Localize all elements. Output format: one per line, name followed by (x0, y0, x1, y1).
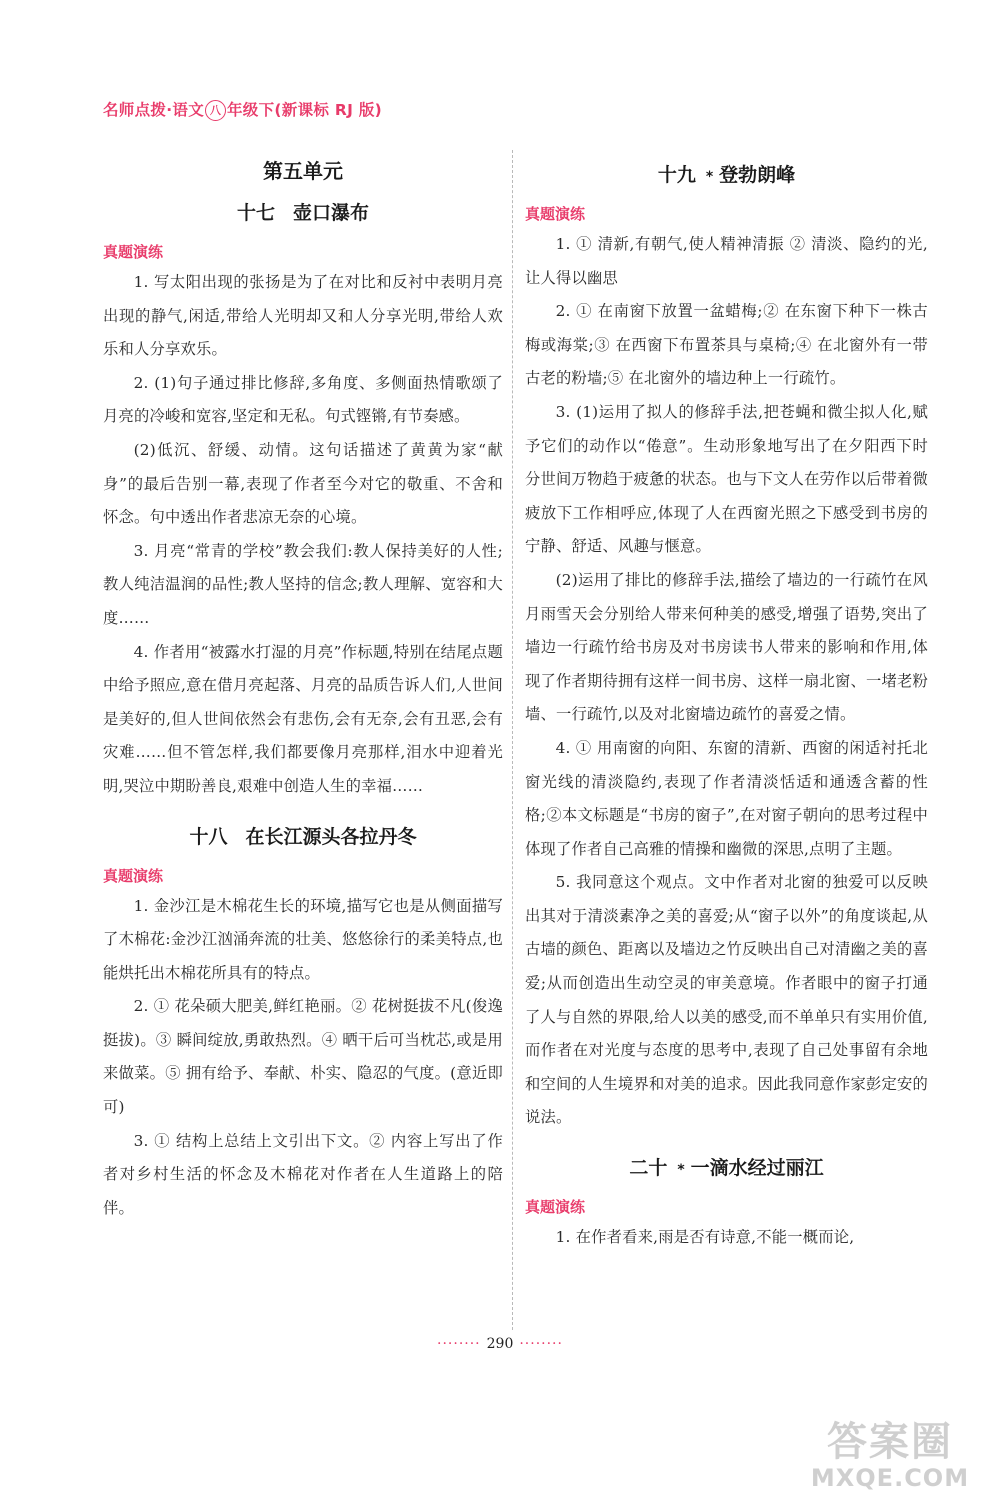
lesson-20-title (525, 1153, 928, 1180)
answer-paragraph: 3. (1)运用了拟人的修辞手法,把苍蝇和微尘拟人化,赋予它们的动作以“倦意”。生动形象地写出了在夕阳西下时分世间万物趋于疲惫的状态。也与下文人在劳作以后带着微疲放下工作相呼应,体现了人在西窗光照之下感受到书房的宁静、舒适、风趣与惬意。 (525, 402, 928, 556)
footer-dots-right: ········ (519, 1336, 563, 1352)
answer-paragraph: (2)运用了排比的修辞手法,描绘了墙边的一行疏竹在风月雨雪天会分别给人带来何种美的感受,增强了语势,突出了墙边一行疏竹给书房及对书房读书人带来的影响和作用,体现了作者期待拥有这样一间书房、这样一扇北窗、一堵老粉墙、一行疏竹,以及对北窗墙边疏竹的喜爱之情。 (525, 570, 928, 724)
footer-dots-left: ········ (437, 1336, 481, 1352)
watermark-logo: 答案圈 (827, 1419, 953, 1465)
grade-mark: 八 (205, 100, 226, 121)
lesson-18-name: 在长江源头各拉丹冬 (245, 825, 417, 848)
lesson-20-mark: * (677, 1162, 685, 1179)
watermark-url: MXQE.COM (810, 1464, 970, 1492)
lesson-18-number: 十八 (189, 825, 228, 848)
lesson-20-name: 一滴水经过丽江 (690, 1157, 824, 1180)
lesson-19-mark: * (705, 169, 714, 185)
lesson-19-number: 十九 (657, 164, 696, 186)
answer-paragraph: (2)低沉、舒缓、动情。这句话描述了黄黄为家“献身”的最后告别一幕,表现了作者至今对它的敬重、不舍和怀念。句中透出作者悲凉无奈的心境。 (103, 440, 503, 527)
answer-paragraph: 3. 月亮“常青的学校”教会我们:教人保持美好的人性;教人纯洁温润的品性;教人坚持的信念;教人理解、宽容和大度…… (103, 541, 503, 627)
watermark (790, 1420, 990, 1492)
lesson-19-title (525, 160, 928, 187)
right-column (525, 150, 928, 1255)
answer-paragraph: 3. ① 结构上总结上文引出下文。② 内容上写出了作者对乡村生活的怀念及木棉花对作者在人生道路上的陪伴。 (103, 1131, 503, 1217)
section-label: 真题演练 (103, 866, 164, 885)
answer-paragraph: 5. 我同意这个观点。文中作者对北窗的独爱可以反映出其对于清淡素净之美的喜爱;从“窗子以外”的角度谈起,从古墙的颜色、距离以及墙边之竹反映出自己对清幽之美的喜爱;从而创造出生动空灵的审美意境。作者眼中的窗子打通了人与自然的界限,给人以美的感受,而不单单只有实用价值,而作者在对光度与态度的思考中,表现了自己处事留有余地和空间的人生境界和对美的追求。因此我同意作家彭定安的说法。 (525, 873, 928, 1127)
answer-paragraph: 2. ① 在南窗下放置一盆蜡梅;② 在东窗下种下一株古梅或海棠;③ 在西窗下布置茶具与桌椅;④ 在北窗外有一带古老的粉墙;⑤ 在北窗外的墙边种上一行疏竹。 (525, 302, 928, 388)
answer-paragraph: 1. ① 清新,有朝气,使人精神清振 ② 清淡、隐约的光,让人得以幽思 (525, 235, 928, 287)
answer-paragraph: 2. ① 花朵硕大肥美,鲜红艳丽。② 花树挺拔不凡(俊逸挺拔)。③ 瞬间绽放,勇敢热烈。④ 晒干后可当枕芯,或是用来做菜。⑤ 拥有给予、奉献、朴实、隐忍的气度。(意近即可) (103, 997, 503, 1117)
lesson-19-name: 登勃朗峰 (719, 164, 796, 186)
lesson-17-name: 壶口瀑布 (293, 202, 370, 224)
lesson-17-number: 十七 (236, 202, 275, 224)
unit-title: 第五单元 (263, 159, 343, 183)
answer-paragraph: 4. 作者用“被露水打湿的月亮”作标题,特别在结尾点题中给予照应,意在借月亮起落、月亮的品质告诉人们,人世间是美好的,但人世间依然会有悲伤,会有无奈,会有丑恶,会有灾难……但不管怎样,我们都要像月亮那样,泪水中迎着光明,哭泣中期盼善良,艰难中创造人生的幸福…… (103, 642, 503, 795)
answer-paragraph: 2. (1)句子通过排比修辞,多角度、多侧面热情歌颂了月亮的冷峻和宽容,坚定和无私。句式铿锵,有节奏感。 (103, 373, 503, 426)
left-column (103, 145, 503, 1225)
lesson-17-title (103, 198, 503, 225)
page-footer (0, 1336, 1000, 1352)
answer-paragraph: 1. 在作者看来,雨是否有诗意,不能一概而论, (555, 1228, 855, 1247)
lesson-18-title (103, 822, 503, 849)
section-label: 真题演练 (525, 205, 586, 223)
running-header (103, 98, 382, 121)
answer-paragraph: 1. 写太阳出现的张扬是为了在对比和反衬中表明月亮出现的静气,闲适,带给人光明却又和人分享光明,带给人欢乐和人分享欢乐。 (103, 273, 503, 359)
page-number: 290 (486, 1336, 514, 1352)
section-label: 真题演练 (525, 1198, 586, 1217)
answer-paragraph: 1. 金沙江是木棉花生长的环境,描写它也是从侧面描写了木棉花:金沙江汹涌奔流的壮美、悠悠徐行的柔美特点,也能烘托出木棉花所具有的特点。 (103, 896, 503, 982)
column-divider (512, 150, 513, 1330)
answer-paragraph: 4. ① 用南窗的向阳、东窗的清新、西窗的闲适衬托北窗光线的清淡隐约,表现了作者清淡恬适和通透含蓄的性格;②本文标题是“书房的窗子”,在对窗子朝向的思考过程中体现了作者自己高雅的情操和幽微的深思,点明了主题。 (525, 738, 928, 858)
header-suffix: 年级下(新课标 RJ 版) (227, 101, 383, 119)
lesson-20-number: 二十 (629, 1157, 668, 1180)
header-prefix: 名师点拨·语文 (103, 101, 204, 119)
section-label: 真题演练 (103, 243, 164, 261)
